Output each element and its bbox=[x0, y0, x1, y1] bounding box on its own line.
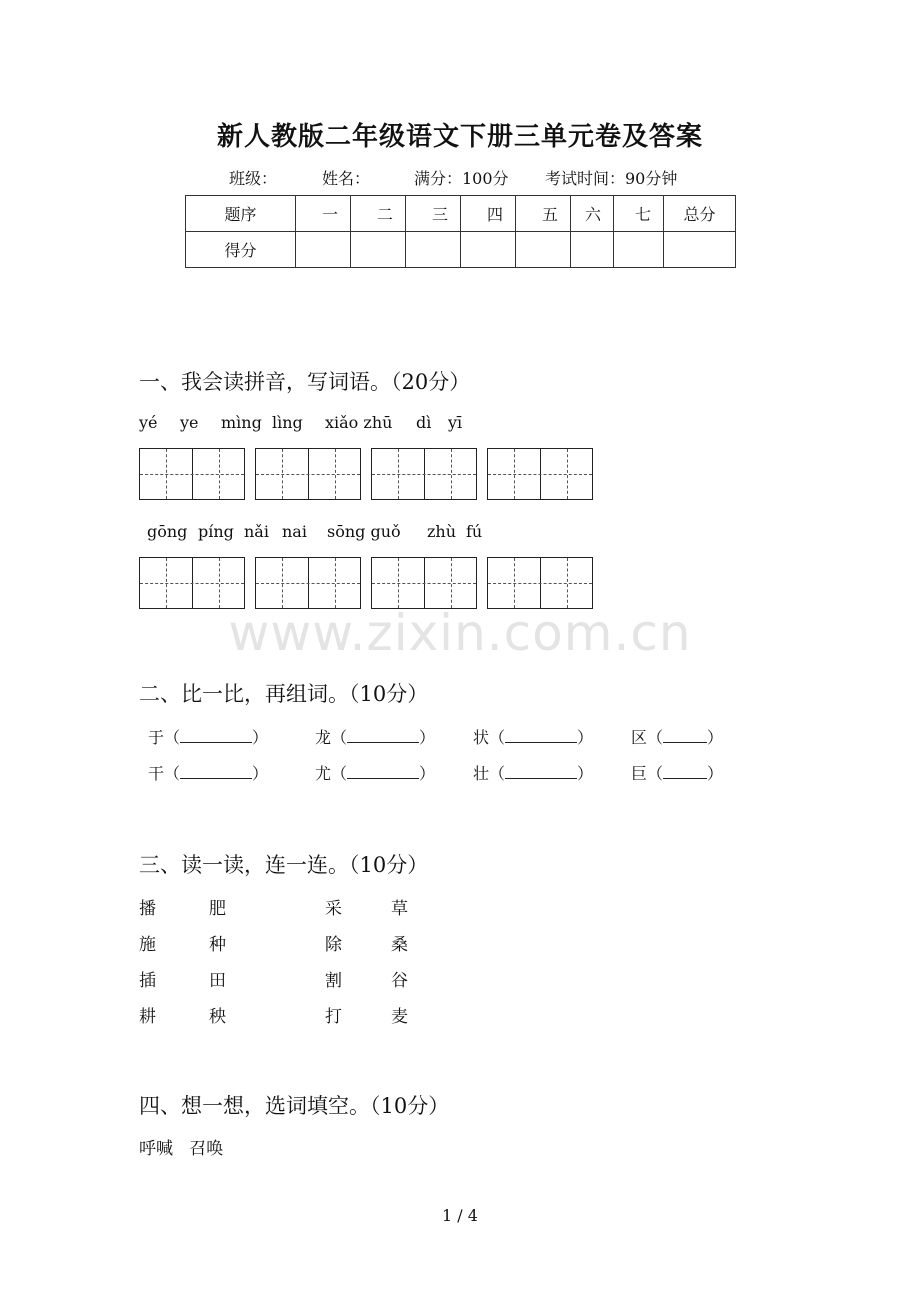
char: 状 bbox=[473, 728, 490, 747]
close-paren: ） bbox=[707, 728, 724, 747]
section2-row1 bbox=[0, 725, 920, 747]
char: 巨 bbox=[631, 764, 648, 783]
close-paren: ） bbox=[252, 764, 269, 783]
match-word[interactable]: 种 bbox=[209, 935, 226, 955]
pinyin: yé bbox=[139, 413, 158, 432]
score-col-1: 一 bbox=[296, 196, 351, 232]
match-word[interactable]: 麦 bbox=[391, 1007, 408, 1027]
match-row bbox=[0, 930, 920, 955]
match-word[interactable]: 草 bbox=[391, 899, 408, 919]
close-paren: ） bbox=[419, 764, 436, 783]
section2-heading: 二、比一比，再组词。（10分） bbox=[139, 682, 429, 706]
writing-box[interactable] bbox=[371, 557, 477, 609]
section1-heading: 一、我会读拼音，写词语。（20分） bbox=[139, 370, 471, 394]
compare-item[interactable] bbox=[315, 725, 435, 748]
pinyin: gōng bbox=[147, 522, 188, 541]
pinyin: zhù bbox=[427, 522, 457, 541]
compare-item[interactable] bbox=[148, 725, 268, 748]
compare-item[interactable] bbox=[473, 725, 593, 748]
pinyin: fú bbox=[466, 522, 483, 541]
pinyin: nǎi bbox=[244, 522, 269, 541]
pinyin: xiǎo zhū bbox=[325, 413, 393, 432]
pinyin: sōng guǒ bbox=[327, 522, 401, 541]
answer-blank[interactable] bbox=[505, 728, 577, 743]
writing-box[interactable] bbox=[139, 448, 245, 500]
time-label: 考试时间：90分钟 bbox=[545, 169, 678, 188]
match-word[interactable]: 打 bbox=[325, 1007, 342, 1027]
score-col-3: 三 bbox=[406, 196, 461, 232]
score-col-4: 四 bbox=[461, 196, 516, 232]
match-word[interactable]: 除 bbox=[325, 935, 342, 955]
compare-item[interactable] bbox=[631, 761, 723, 784]
section4-word-choices: 呼喊 召唤 bbox=[139, 1139, 224, 1159]
match-word[interactable]: 播 bbox=[139, 899, 156, 919]
score-cell[interactable] bbox=[351, 232, 406, 268]
section1-pinyin-row1 bbox=[0, 413, 920, 435]
answer-blank[interactable] bbox=[505, 764, 577, 779]
score-col-6: 六 bbox=[571, 196, 614, 232]
match-row bbox=[0, 1002, 920, 1027]
compare-item[interactable] bbox=[473, 761, 593, 784]
writing-box[interactable] bbox=[255, 557, 361, 609]
match-word[interactable]: 肥 bbox=[209, 899, 226, 919]
match-row bbox=[0, 966, 920, 991]
writing-box[interactable] bbox=[139, 557, 245, 609]
page-number: 1 / 4 bbox=[442, 1206, 478, 1225]
score-cell[interactable] bbox=[406, 232, 461, 268]
compare-item[interactable] bbox=[631, 725, 723, 748]
match-word[interactable]: 采 bbox=[325, 899, 342, 919]
answer-blank[interactable] bbox=[663, 764, 707, 779]
char: 壮 bbox=[473, 764, 490, 783]
close-paren: ） bbox=[577, 728, 594, 747]
open-paren: （ bbox=[489, 728, 506, 747]
char: 区 bbox=[631, 728, 648, 747]
score-table bbox=[185, 195, 736, 268]
close-paren: ） bbox=[252, 728, 269, 747]
score-col-total: 总分 bbox=[664, 196, 736, 232]
compare-item[interactable] bbox=[315, 761, 435, 784]
section1-pinyin-row2 bbox=[0, 522, 920, 544]
match-word[interactable]: 桑 bbox=[391, 935, 408, 955]
writing-box[interactable] bbox=[487, 557, 593, 609]
page-title: 新人教版二年级语文下册三单元卷及答案 bbox=[216, 122, 703, 152]
open-paren: （ bbox=[331, 728, 348, 747]
char: 龙 bbox=[315, 728, 332, 747]
name-label: 姓名： bbox=[322, 169, 371, 188]
score-col-7: 七 bbox=[614, 196, 664, 232]
section3-heading: 三、读一读，连一连。（10分） bbox=[139, 853, 429, 877]
pinyin: ye bbox=[180, 413, 199, 432]
section2-row2 bbox=[0, 761, 920, 783]
open-paren: （ bbox=[164, 728, 181, 747]
writing-box[interactable] bbox=[371, 448, 477, 500]
score-cell[interactable] bbox=[516, 232, 571, 268]
watermark: www.zixin.com.cn bbox=[228, 604, 692, 662]
section4-heading: 四、想一想，选词填空。（10分） bbox=[139, 1094, 450, 1118]
open-paren: （ bbox=[489, 764, 506, 783]
score-cell[interactable] bbox=[296, 232, 351, 268]
score-row-label: 题序 bbox=[186, 196, 296, 232]
char: 于 bbox=[148, 728, 165, 747]
match-word[interactable]: 秧 bbox=[209, 1007, 226, 1027]
writing-box[interactable] bbox=[487, 448, 593, 500]
score-col-5: 五 bbox=[516, 196, 571, 232]
answer-blank[interactable] bbox=[663, 728, 707, 743]
close-paren: ） bbox=[577, 764, 594, 783]
compare-item[interactable] bbox=[148, 761, 268, 784]
score-cell[interactable] bbox=[571, 232, 614, 268]
score-cell[interactable] bbox=[614, 232, 664, 268]
close-paren: ） bbox=[707, 764, 724, 783]
answer-blank[interactable] bbox=[180, 728, 252, 743]
score-col-2: 二 bbox=[351, 196, 406, 232]
match-word[interactable]: 谷 bbox=[391, 971, 408, 991]
open-paren: （ bbox=[647, 728, 664, 747]
close-paren: ） bbox=[419, 728, 436, 747]
pinyin: lìng bbox=[272, 413, 303, 432]
pinyin: yī bbox=[448, 413, 463, 432]
match-word[interactable]: 耕 bbox=[139, 1007, 156, 1027]
answer-blank[interactable] bbox=[347, 728, 419, 743]
char: 干 bbox=[148, 764, 165, 783]
match-word[interactable]: 施 bbox=[139, 935, 156, 955]
score-cell[interactable] bbox=[461, 232, 516, 268]
score-label: 满分：100分 bbox=[414, 169, 509, 188]
open-paren: （ bbox=[164, 764, 181, 783]
char: 尤 bbox=[315, 764, 332, 783]
open-paren: （ bbox=[647, 764, 664, 783]
match-word[interactable]: 田 bbox=[209, 971, 226, 991]
match-word[interactable]: 插 bbox=[139, 971, 156, 991]
answer-blank[interactable] bbox=[347, 764, 419, 779]
match-row bbox=[0, 894, 920, 919]
class-label: 班级： bbox=[229, 169, 278, 188]
score-table-header-row bbox=[186, 196, 736, 232]
score-cell[interactable] bbox=[664, 232, 736, 268]
writing-box[interactable] bbox=[255, 448, 361, 500]
match-word[interactable]: 割 bbox=[325, 971, 342, 991]
pinyin: nai bbox=[282, 522, 307, 541]
answer-blank[interactable] bbox=[180, 764, 252, 779]
pinyin: mìng bbox=[221, 413, 262, 432]
open-paren: （ bbox=[331, 764, 348, 783]
score-table-score-row bbox=[186, 232, 736, 268]
pinyin: píng bbox=[198, 522, 234, 541]
pinyin: dì bbox=[416, 413, 432, 432]
score-row-label: 得分 bbox=[186, 232, 296, 268]
